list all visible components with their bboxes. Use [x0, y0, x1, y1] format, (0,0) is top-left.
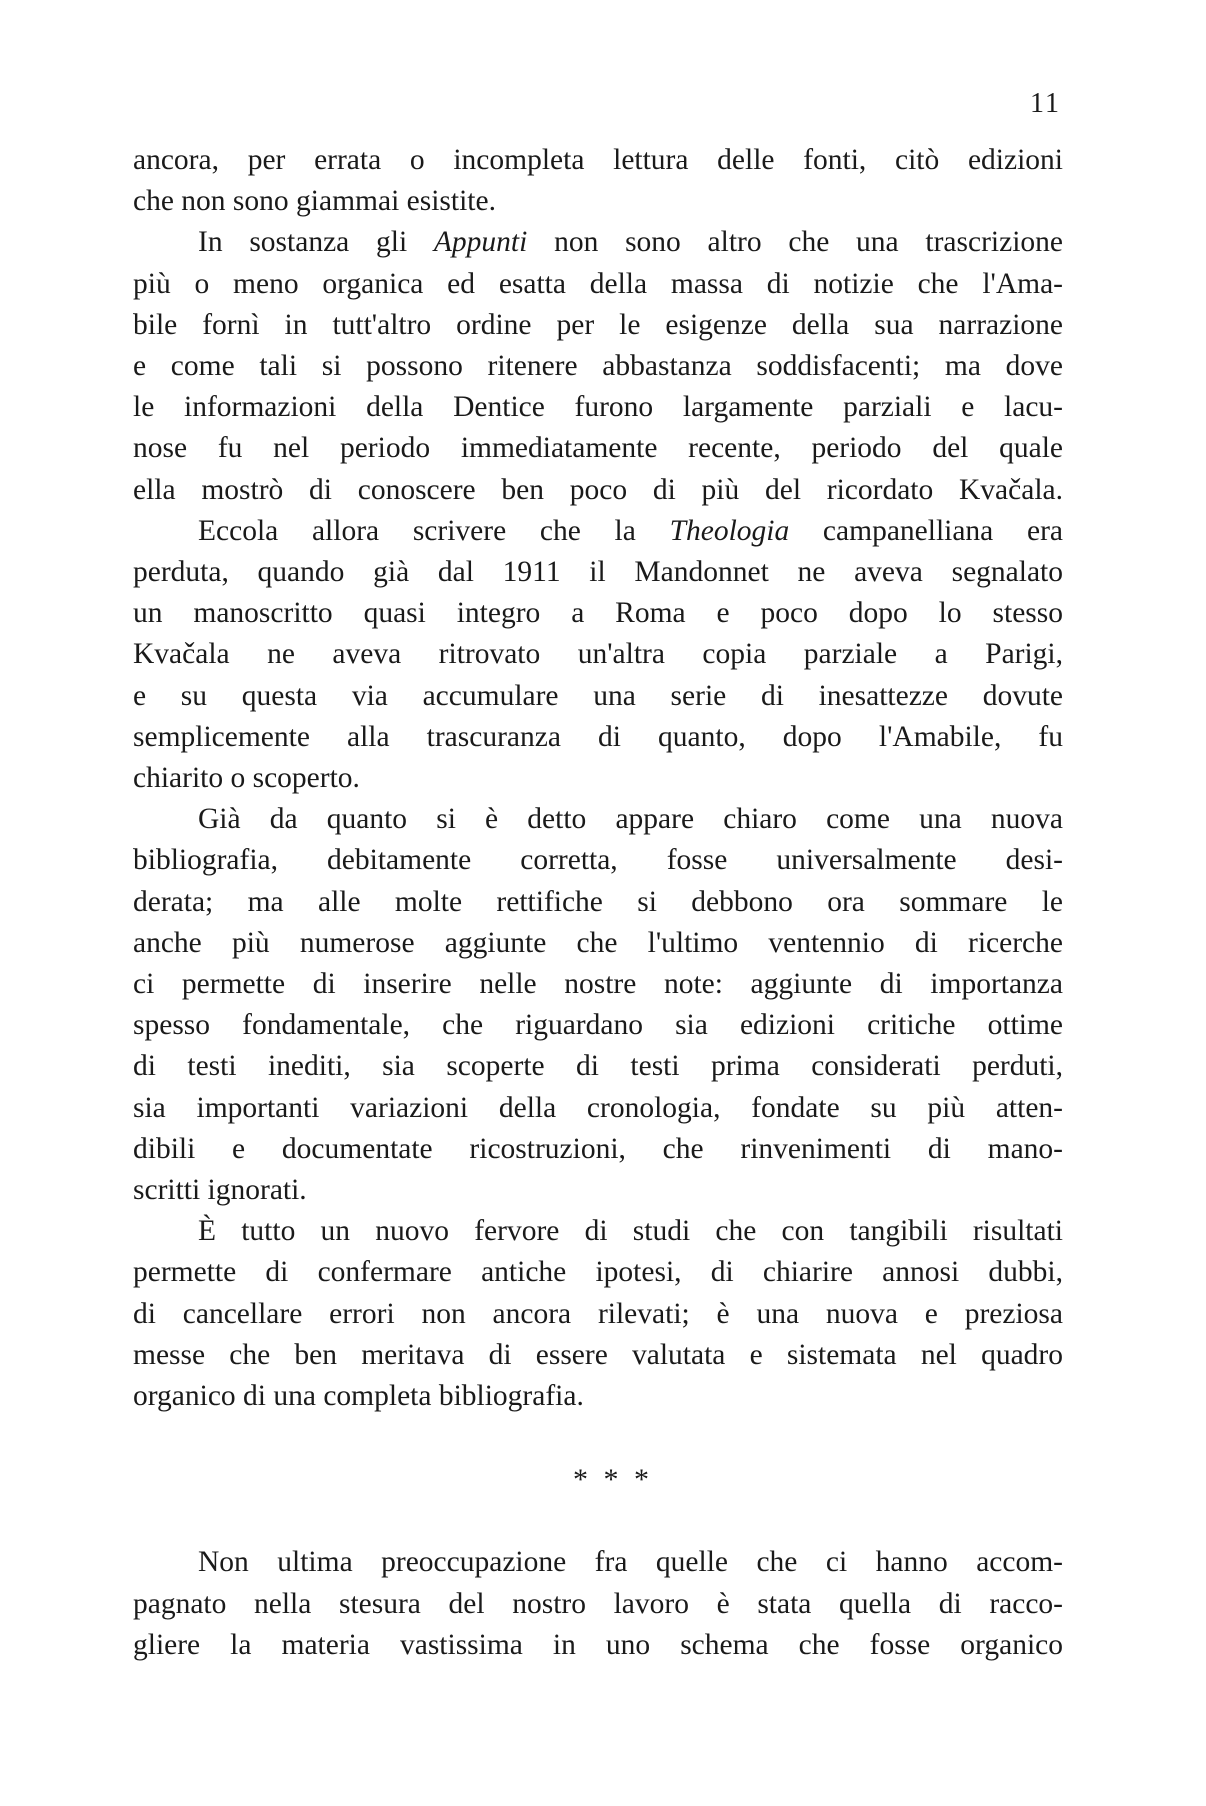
text-line: ancora, per errata o incompleta lettura delle fonti, citò edizioni — [133, 144, 1063, 176]
text-line: gliere la materia vastissima in uno schema che fosse organico — [133, 1628, 1063, 1661]
text-line: derata; ma alle molte rettifiche si debbono ora sommare le — [133, 885, 1063, 918]
text-line: e su questa via accumulare una serie di inesattezze dovute — [133, 679, 1063, 712]
text-line: organico di una completa bibliografia. — [133, 1380, 584, 1413]
text-line: È tutto un nuovo fervore di studi che con tangibili risultati — [198, 1215, 1063, 1248]
text-line: scritti ignorati. — [133, 1174, 307, 1207]
text-line: sia importanti variazioni della cronologia, fondate su più atten- — [133, 1091, 1063, 1124]
text-line: e come tali si possono ritenere abbastanza soddisfacenti; ma dove — [133, 350, 1063, 383]
paragraph — [133, 222, 1063, 510]
paragraph — [133, 140, 1063, 222]
asterism-ornament — [133, 1417, 1063, 1542]
text-line: nose fu nel periodo immediatamente recente, periodo del quale — [133, 432, 1063, 465]
paragraph — [133, 799, 1063, 1211]
text-line: che non sono giammai esistite. — [133, 185, 496, 218]
text-line: anche più numerose aggiunte che l'ultimo ventennio di ricerche — [133, 926, 1063, 959]
text-line: chiarito o scoperto. — [133, 762, 360, 795]
text-run: campanelliana era — [789, 514, 1064, 547]
text-line: ci permette di inserire nelle nostre note: aggiunte di importanza — [133, 968, 1063, 1001]
text-line: bile fornì in tutt'altro ordine per le esigenze della sua narrazione — [133, 308, 1063, 341]
text-line — [133, 511, 1063, 552]
italic-title: Appunti — [433, 226, 528, 259]
text-line: perduta, quando già dal 1911 il Mandonnet ne aveva segnalato — [133, 556, 1063, 589]
text-run: non sono altro che una trascrizione — [527, 226, 1063, 259]
asterism-glyph: * * * — [573, 1463, 653, 1497]
text-line: spesso fondamentale, che riguardano sia edizioni critiche ottime — [133, 1009, 1063, 1042]
paragraph — [133, 1211, 1063, 1417]
text-line: semplicemente alla trascuranza di quanto, dopo l'Amabile, fu — [133, 720, 1063, 753]
italic-title: Theologia — [669, 514, 790, 547]
paragraph — [133, 1542, 1063, 1666]
text-run: Eccola allora scrivere che la — [198, 514, 670, 547]
text-line: un manoscritto quasi integro a Roma e poco dopo lo stesso — [133, 597, 1063, 630]
text-line: di testi inediti, sia scoperte di testi prima considerati perduti, — [133, 1050, 1063, 1083]
text-line: di cancellare errori non ancora rilevati; è una nuova e preziosa — [133, 1297, 1063, 1330]
paragraph — [133, 511, 1063, 799]
text-line — [133, 222, 1063, 263]
text-line: ella mostrò di conoscere ben poco di più del ricordato Kvačala. — [133, 473, 1063, 506]
text-line: messe che ben meritava di essere valutata e sistemata nel quadro — [133, 1338, 1063, 1371]
text-line: dibili e documentate ricostruzioni, che rinvenimenti di mano- — [133, 1132, 1063, 1165]
text-line: Kvačala ne aveva ritrovato un'altra copia parziale a Parigi, — [133, 638, 1063, 671]
text-line: più o meno organica ed esatta della massa di notizie che l'Ama- — [133, 267, 1063, 300]
text-line: pagnato nella stesura del nostro lavoro è stata quella di racco- — [133, 1587, 1063, 1620]
page-number: 11 — [1030, 88, 1061, 119]
text-line: le informazioni della Dentice furono largamente parziali e lacu- — [133, 391, 1063, 424]
text-line: Già da quanto si è detto appare chiaro come una nuova — [198, 803, 1063, 836]
text-line: bibliografia, debitamente corretta, fosse universalmente desi- — [133, 844, 1063, 877]
body-text — [133, 140, 1063, 1666]
text-run: In sostanza gli — [198, 226, 434, 259]
text-line: Non ultima preoccupazione fra quelle che ci hanno accom- — [198, 1546, 1063, 1579]
text-line: permette di confermare antiche ipotesi, di chiarire annosi dubbi, — [133, 1256, 1063, 1289]
